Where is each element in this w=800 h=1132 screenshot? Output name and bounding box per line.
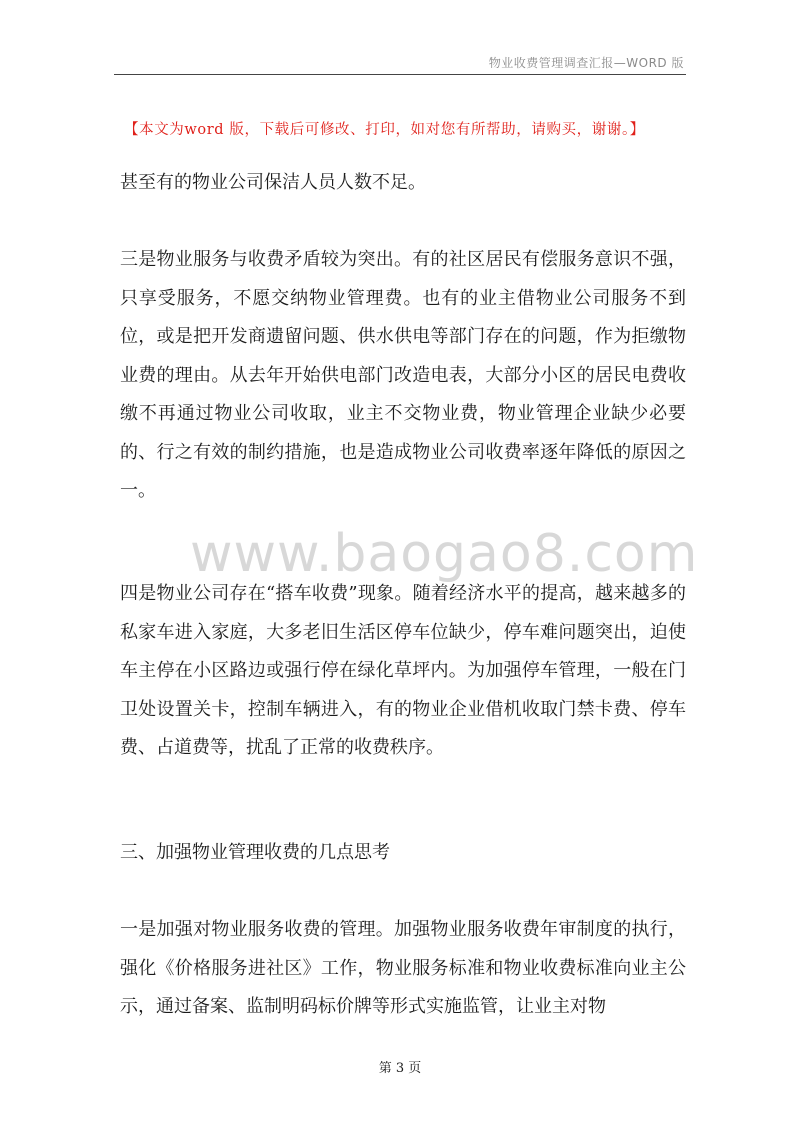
paragraph-1: 甚至有的物业公司保洁人员人数不足。 bbox=[120, 172, 426, 193]
paragraph-3: 四是物业公司存在“搭车收费”现象。随着经济水平的提高，越来越多的私家车进入家庭，大多老旧生活区停车位缺少，停车难问题突出，迫使车主停在小区路边或强行停在绿化草坪内。为加强停车管理，一般在门卫处设置关卡，控制车辆进入，有的物业企业借机收取门禁卡费、停车费、占道费等，扰乱了正常的收费秩序。 bbox=[120, 583, 686, 758]
download-notice: 【本文为word 版，下载后可修改、打印，如对您有所帮助，请购买，谢谢。】 bbox=[124, 122, 645, 138]
header-title: 物业收费管理调查汇报—WORD 版 bbox=[488, 56, 684, 70]
paragraph-4: 一是加强对物业服务收费的管理。加强物业服务收费年审制度的执行，强化《价格服务进社区》工作，物业服务标准和物业收费标准向业主公示，通过备案、监制明码标价牌等形式实施监管，让业主对物 bbox=[120, 919, 686, 1017]
watermark: www.baogao8.com bbox=[190, 524, 699, 584]
page-number: 第 3 页 bbox=[378, 1061, 422, 1076]
header-divider bbox=[114, 74, 686, 75]
paragraph-2: 三是物业服务与收费矛盾较为突出。有的社区居民有偿服务意识不强，只享受服务，不愿交纳物业管理费。也有的业主借物业公司服务不到位，或是把开发商遗留问题、供水供电等部门存在的问题，作为拒缴物业费的理由。从去年开始供电部门改造电表，大部分小区的居民电费收缴不再通过物业公司收取，业主不交物业费，物业管理企业缺少必要的、行之有效的制约措施，也是造成物业公司收费率逐年降低的原因之一。 bbox=[120, 249, 686, 501]
section-heading: 三、加强物业管理收费的几点思考 bbox=[120, 842, 390, 863]
